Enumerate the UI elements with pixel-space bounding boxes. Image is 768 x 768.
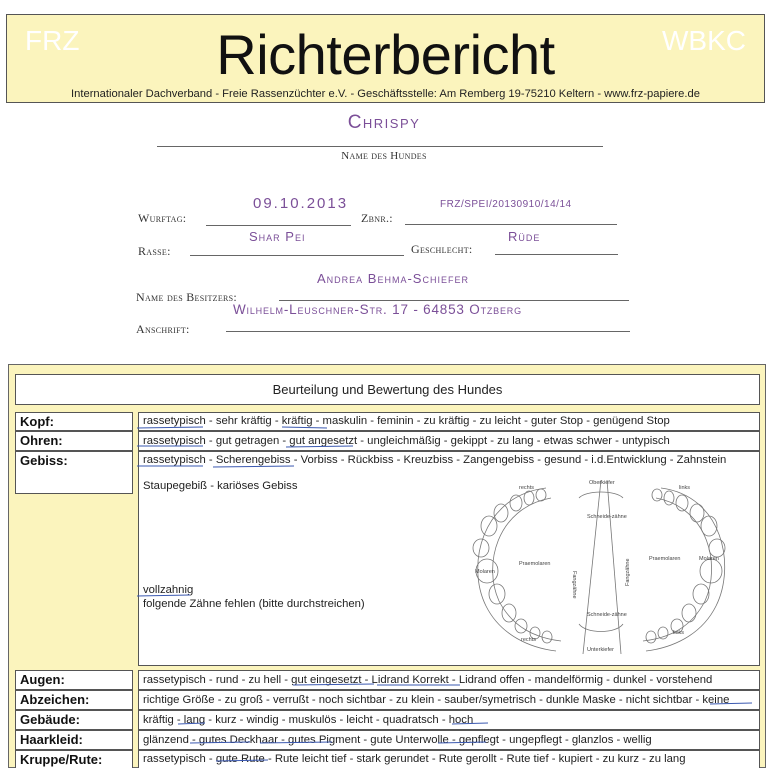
gebiss-missing-teeth: folgende Zähne fehlen (bitte durchstreichen) bbox=[143, 598, 365, 610]
label-fangzaehne-left: Fangzähne bbox=[571, 571, 577, 599]
watermark-wbkc: WBKC bbox=[662, 25, 746, 56]
row-text-haarkleid: glänzend - gutes Deckhaar - gutes Pigment - gute Unterwolle - gepflegt - ungepflegt - glanzlos - wellig bbox=[138, 730, 760, 750]
label-schneidezaehne-bottom: Schneide-zähne bbox=[587, 612, 627, 618]
label-schneidezaehne-top: Schneide-zähne bbox=[587, 514, 627, 520]
label-praemolaren-left: Praemolaren bbox=[519, 561, 551, 567]
row-text-gebaeude: kräftig - lang - kurz - windig - muskulös - leicht - quadratsch - hoch bbox=[138, 710, 760, 730]
geschlecht-label: Geschlecht: bbox=[411, 242, 473, 256]
zbnr-label: Zbnr.: bbox=[361, 211, 393, 225]
besitzer-value: Andrea Behma-Schiefer bbox=[317, 271, 469, 286]
label-rechts-top: rechts bbox=[519, 485, 534, 491]
wurftag-label: Wurftag: bbox=[138, 211, 187, 225]
row-text-augen: rassetypisch - rund - zu hell - gut eingesetzt - Lidrand Korrekt - Lidrand offen - mandelförmig - dunkel - vorstehend bbox=[138, 670, 760, 690]
row-text-kopf: rassetypisch - sehr kräftig - kräftig - maskulin - feminin - zu kräftig - zu leicht - guter Stop - genügend Stop bbox=[138, 412, 760, 431]
anschrift-label: Anschrift: bbox=[136, 322, 190, 336]
label-fangzaehne-right: Fangzähne bbox=[625, 558, 631, 586]
label-links-top: links bbox=[679, 485, 691, 491]
label-praemolaren-right: Praemolaren bbox=[649, 556, 681, 562]
label-rechts-bottom: rechts bbox=[521, 637, 536, 643]
label-unterkiefer: Unterkiefer bbox=[587, 647, 614, 653]
rasse-value: Shar Pei bbox=[249, 229, 306, 244]
gebiss-vollzahnig: vollzahnig bbox=[143, 584, 194, 596]
rasse-label: Rasse: bbox=[138, 244, 171, 258]
row-label-abzeichen: Abzeichen: bbox=[15, 690, 133, 710]
row-label-haarkleid: Haarkleid: bbox=[15, 730, 133, 750]
label-molaren-right: Molaren bbox=[699, 556, 719, 562]
row-text-kruppe-rute: rassetypisch - gute Rute - Rute leicht tief - stark gerundet - Rute gerollt - Rute tief - kupiert - zu kurz - zu lang bbox=[138, 750, 760, 768]
label-molaren-left: Molaren bbox=[475, 569, 495, 575]
evaluation-title: Beurteilung und Bewertung des Hundes bbox=[15, 374, 760, 405]
watermark-frz: FRZ bbox=[25, 25, 80, 56]
zbnr-value: FRZ/SPEI/20130910/14/14 bbox=[440, 199, 572, 210]
gebiss-options: rassetypisch - Scherengebiss - Vorbiss - Rückbiss - Kreuzbiss - Zangengebiss - gesund - i.d.Entwicklung - Zahnstein bbox=[143, 454, 727, 466]
row-label-kruppe-rute: Kruppe/Rute: bbox=[15, 750, 133, 768]
label-links-bottom: links bbox=[673, 630, 685, 636]
row-text-ohren: rassetypisch - gut getragen - gut angesetzt - ungleichmäßig - gekippt - zu lang - etwas schwer - untypisch bbox=[138, 431, 760, 451]
dog-name-label: Name des Hundes bbox=[341, 150, 427, 162]
row-label-gebiss: Gebiss: bbox=[15, 451, 133, 494]
row-text-abzeichen: richtige Größe - zu groß - verrußt - noch sichtbar - zu klein - sauber/symetrisch - dunkle Maske - nicht sichtbar - keine bbox=[138, 690, 760, 710]
besitzer-label: Name des Besitzers: bbox=[136, 290, 238, 304]
gebiss-staupe: Staupegebiß - kariöses Gebiss bbox=[143, 480, 298, 492]
row-label-kopf: Kopf: bbox=[15, 412, 133, 431]
association-subline: Internationaler Dachverband - Freie Rassenzüchter e.V. - Geschäftsstelle: Am Remberg 19-75210 Keltern - www.frz-papiere.de bbox=[71, 88, 700, 100]
geschlecht-value: Rüde bbox=[508, 229, 541, 244]
row-label-ohren: Ohren: bbox=[15, 431, 133, 451]
row-label-augen: Augen: bbox=[15, 670, 133, 690]
wurftag-value: 09.10.2013 bbox=[253, 195, 349, 212]
page-title: Richterbericht bbox=[216, 23, 555, 86]
anschrift-value: Wilhelm-Leuschner-Str. 17 - 64853 Otzberg bbox=[233, 302, 522, 317]
dog-name-value: Chrispy bbox=[347, 112, 421, 133]
row-label-gebaeude: Gebäude: bbox=[15, 710, 133, 730]
label-oberkiefer: Oberkiefer bbox=[589, 480, 615, 486]
